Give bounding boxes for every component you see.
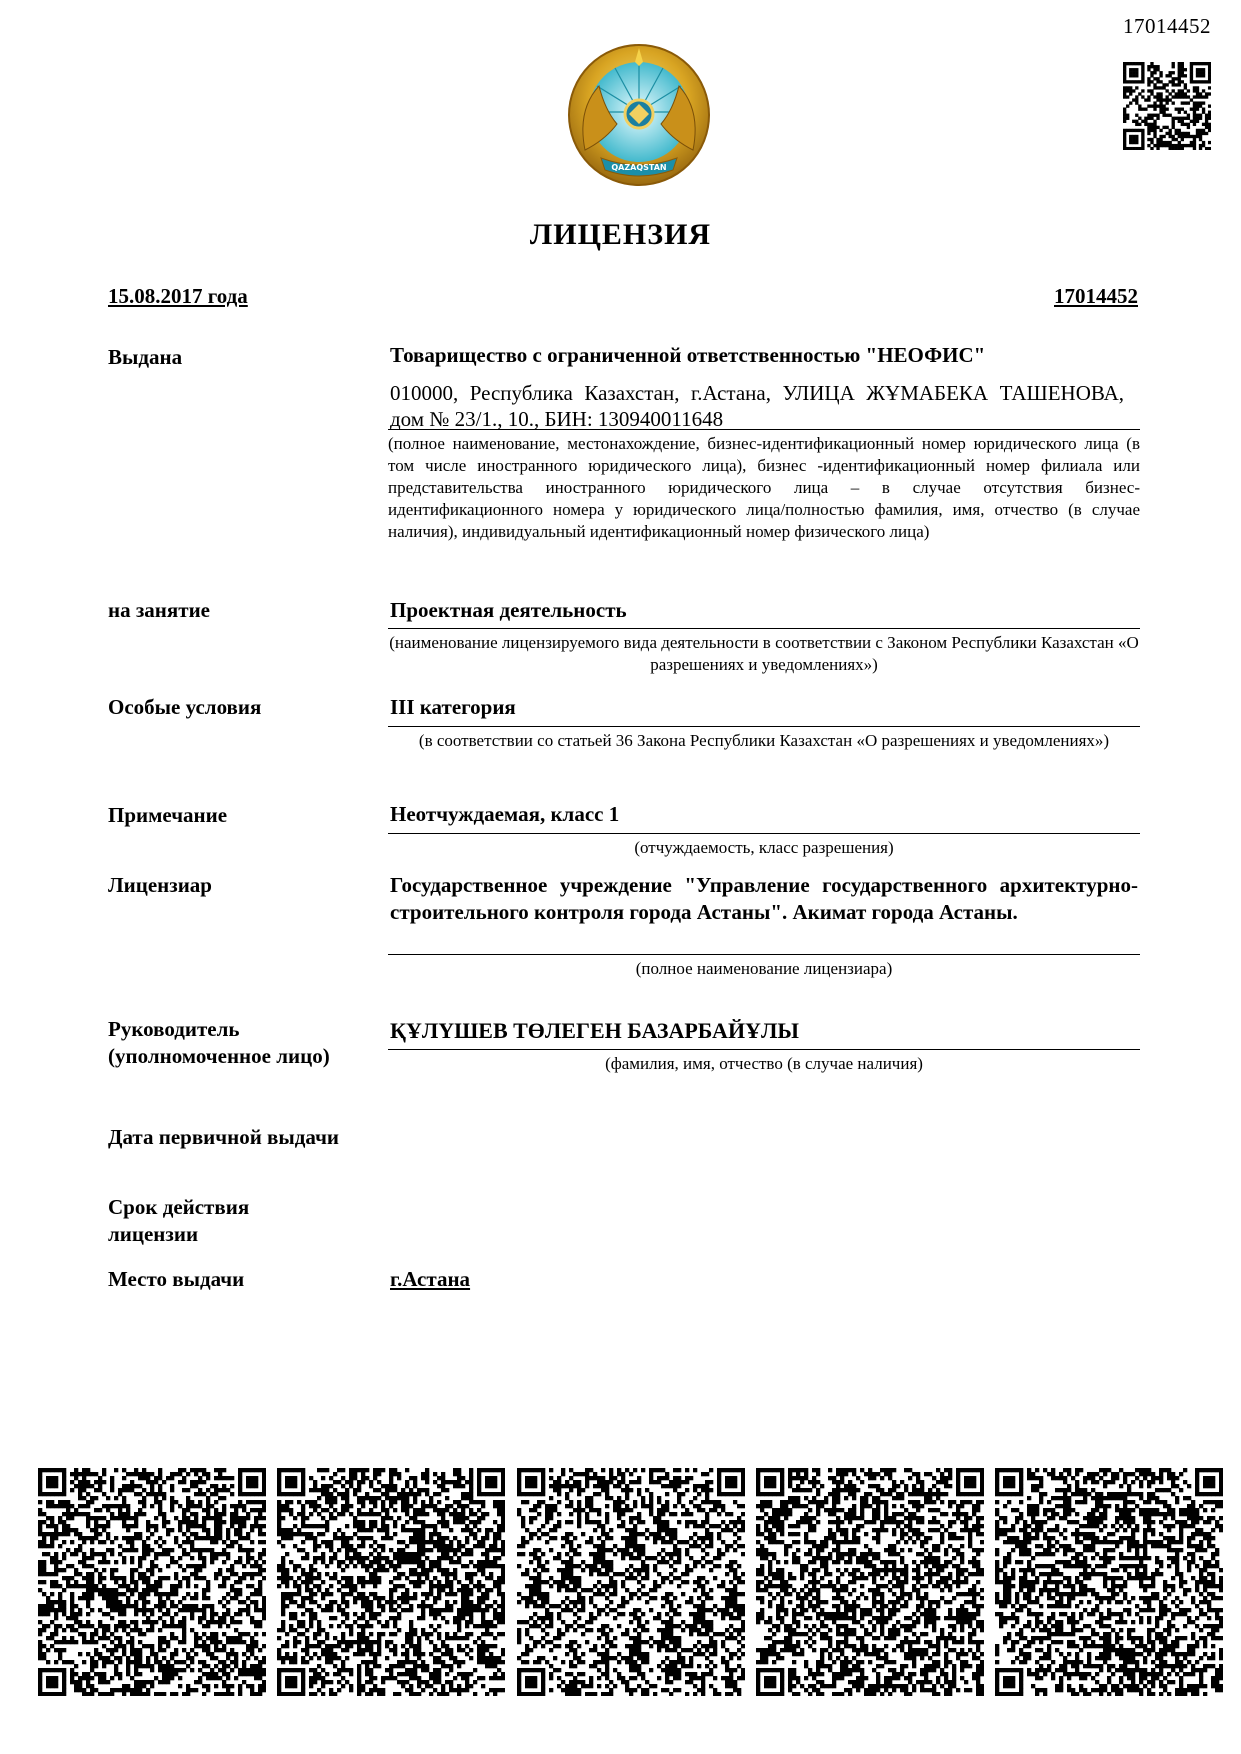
place-label: Место выдачи bbox=[108, 1267, 245, 1291]
license-number: 17014452 bbox=[1054, 284, 1138, 308]
remark-value: Неотчуждаемая, класс 1 bbox=[390, 802, 620, 826]
issued-to-note: (полное наименование, местонахождение, бизнес-идентификационный номер юридического лица (в том числе иностранного юридического лица), бизнес -идентификационный номер филиала или представительства иностранного юридического лица – в случае отсутствия бизнес-идентификационного номера у юридического лица/полностью фамилия, имя, отчество (в случае наличия), индивидуальный идентификационный номер физического лица) bbox=[388, 434, 1140, 541]
licensor-value: Государственное учреждение "Управление государственного архитектурно-строительного контроля города Астаны". Акимат города Астаны. bbox=[390, 873, 1138, 924]
first-issue-label: Дата первичной выдачи bbox=[108, 1125, 340, 1149]
conditions-note: (в соответствии со статьей 36 Закона Республики Казахстан «О разрешениях и уведомлениях») bbox=[418, 731, 1110, 750]
issued-to-label: Выдана bbox=[108, 345, 183, 369]
issue-date: 15.08.2017 года bbox=[108, 284, 248, 308]
head-value: ҚҰЛҮШЕВ ТӨЛЕГЕН БАЗАРБАЙҰЛЫ bbox=[390, 1018, 799, 1043]
validity-label-line2: лицензии bbox=[108, 1222, 199, 1246]
qr-code-icon bbox=[756, 1468, 984, 1696]
head-note: (фамилия, имя, отчество (в случае наличия) bbox=[605, 1054, 923, 1073]
validity-label bbox=[108, 1194, 249, 1248]
kazakhstan-state-emblem-icon bbox=[555, 40, 723, 190]
issued-to-address: 010000, Республика Казахстан, г.Астана, УЛИЦА ЖҰМАБЕКА ТАШЕНОВА, дом № 23/1., 10., БИН: 130940011648 bbox=[390, 381, 1124, 431]
divider bbox=[388, 954, 1140, 955]
validity-label-line1: Срок действия bbox=[108, 1195, 250, 1219]
qr-code-icon bbox=[277, 1468, 505, 1696]
head-label bbox=[108, 1016, 330, 1070]
svg-text:QAZAQSTAN: QAZAQSTAN bbox=[611, 163, 667, 172]
head-label-line1: Руководитель bbox=[108, 1017, 240, 1041]
divider bbox=[388, 628, 1140, 629]
document-number-top: 17014452 bbox=[1123, 14, 1211, 38]
page-title: ЛИЦЕНЗИЯ bbox=[529, 218, 712, 251]
qr-code-icon bbox=[517, 1468, 745, 1696]
remark-note: (отчуждаемость, класс разрешения) bbox=[634, 838, 894, 857]
qr-code-icon bbox=[995, 1468, 1223, 1696]
divider bbox=[388, 726, 1140, 727]
divider bbox=[388, 429, 1140, 430]
place-value: г.Астана bbox=[390, 1267, 471, 1291]
activity-label: на занятие bbox=[108, 598, 210, 622]
licensor-label: Лицензиар bbox=[108, 873, 212, 897]
conditions-label: Особые условия bbox=[108, 695, 262, 719]
activity-note: (наименование лицензируемого вида деятельности в соответствии с Законом Республики Казахстан «О разрешениях и уведомлениях») bbox=[389, 633, 1139, 674]
issued-to-name: Товарищество с ограниченной ответственностью "НЕОФИС" bbox=[390, 343, 986, 367]
activity-value: Проектная деятельность bbox=[390, 598, 627, 622]
head-label-line2: (уполномоченное лицо) bbox=[108, 1044, 330, 1068]
remark-label: Примечание bbox=[108, 803, 228, 827]
conditions-value: III категория bbox=[390, 695, 516, 719]
licensor-note: (полное наименование лицензиара) bbox=[635, 959, 893, 978]
qr-code-icon bbox=[1123, 62, 1211, 150]
divider bbox=[388, 1049, 1140, 1050]
qr-code-icon bbox=[38, 1468, 266, 1696]
divider bbox=[388, 833, 1140, 834]
